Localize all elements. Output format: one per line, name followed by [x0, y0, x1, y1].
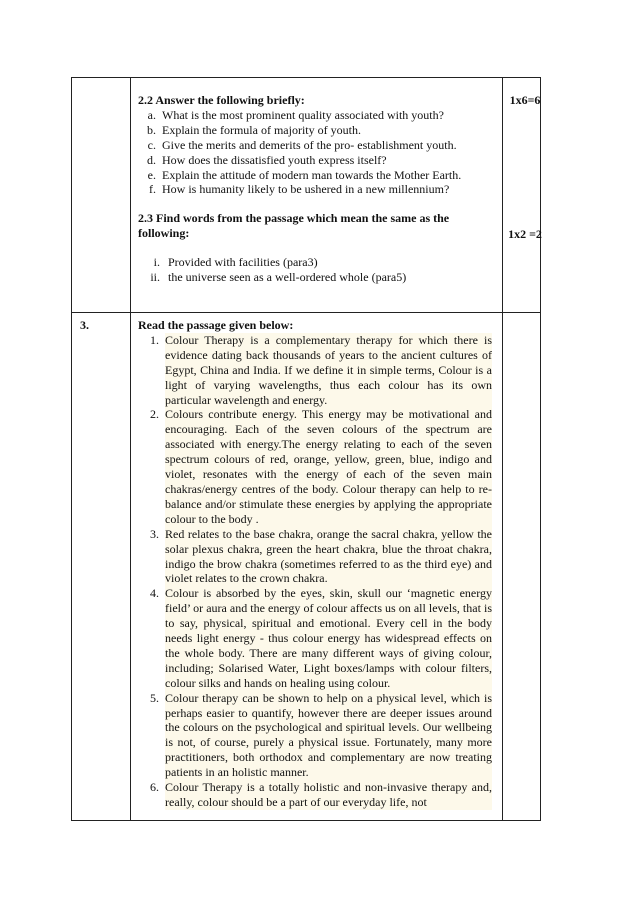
q22-item-label: a.: [147, 107, 156, 122]
paragraph-number: 4.: [150, 586, 159, 601]
q22-item: [138, 182, 498, 197]
q22-item-text: What is the most prominent quality associated with youth?: [162, 107, 444, 122]
q22-item-text: Give the merits and demerits of the pro- establishment youth.: [162, 137, 457, 152]
q23-item-text: the universe seen as a well-ordered whole (para5): [168, 270, 407, 285]
passage-heading: Read the passage given below:: [138, 318, 294, 332]
q22-item-text: How does the dissatisfied youth express itself?: [162, 152, 387, 167]
passage-paragraph: [138, 586, 500, 690]
paragraph-number: 6.: [150, 780, 159, 795]
q22-list: [138, 108, 498, 197]
q23-item: [138, 270, 498, 285]
passage-paragraph: [138, 780, 500, 810]
q22-item-label: e.: [147, 167, 156, 182]
q22-item: [138, 153, 498, 168]
q22-marks: 1x6=6: [509, 93, 541, 107]
q23-item-label: ii.: [150, 270, 160, 285]
passage: [138, 333, 500, 810]
q22-item: [138, 123, 498, 138]
section-2-content: [138, 93, 498, 285]
passage-paragraph: [138, 527, 500, 587]
q23-marks: 1x2 =2: [508, 227, 542, 241]
section-3-number: 3.: [80, 318, 89, 332]
paragraph-number: 3.: [150, 526, 159, 541]
paragraph-number: 5.: [150, 690, 159, 705]
column-divider-left: [130, 78, 131, 820]
q22-item-label: d.: [147, 152, 156, 167]
column-divider-right: [502, 78, 503, 820]
q23-item-label: i.: [153, 255, 160, 270]
q22-heading: 2.2 Answer the following briefly:: [138, 93, 305, 107]
q23-item: [138, 255, 498, 270]
q22-item-label: c.: [147, 137, 156, 152]
paragraph-text: Colour Therapy is a complementary therapy for which there is evidence dating back thousands of years to the ancient cultures of Egypt, China and India. If we define it in simple terms, Colour is a light of varying wavelengths, thus each colour has its own particular wavelength and energy.: [165, 332, 492, 407]
question-table: [71, 77, 541, 821]
q23-item-text: Provided with facilities (para3): [168, 255, 318, 270]
paragraph-text: Red relates to the base chakra, orange the sacral chakra, yellow the solar plexus chakra, green the heart chakra, blue the throat chakra, indigo the brow chakra (sometimes referred to as the third eye) and violet relates to the crown chakra.: [165, 526, 492, 586]
passage-paragraph: [138, 407, 500, 526]
q22-item: [138, 108, 498, 123]
q22-item-text: Explain the attitude of modern man towards the Mother Earth.: [162, 167, 462, 182]
passage-paragraph: [138, 333, 500, 408]
q22-item-label: b.: [147, 122, 156, 137]
paragraph-text: Colour therapy can be shown to help on a physical level, which is perhaps easier to quantify, however there are deeper issues around the colours on the psychological and spiritual levels. Our wellbeing is not, of course, purely a physical issue. Fortunately, many more practitioners, both orthodox and complementary are now treating patients in an holistic manner.: [165, 690, 492, 780]
q23-list: [138, 255, 498, 285]
q22-item-label: f.: [149, 182, 156, 197]
q22-item: [138, 168, 498, 183]
paragraph-number: 1.: [150, 332, 159, 347]
q22-item-text: Explain the formula of majority of youth.: [162, 122, 361, 137]
paragraph-text: Colour is absorbed by the eyes, skin, skull our ‘magnetic energy field’ or aura and the energy of colour affects us on all levels, that is to say, physical, spiritual and emotional. Every cell in the body needs light energy - thus colour energy has widespread effects on the whole body. There are many different ways of giving colour, including; Solarised Water, Light boxes/lamps with colour filters, colour silks and hands on healing using colour.: [165, 586, 492, 690]
q22-item-text: How is humanity likely to be ushered in a new millennium?: [162, 182, 450, 197]
paragraph-text: Colour Therapy is a totally holistic and non-invasive therapy and, really, colour should be a part of our everyday life, not: [165, 780, 492, 809]
row-divider: [72, 312, 540, 313]
paragraph-text: Colours contribute energy. This energy may be motivational and encouraging. Each of the seven colours of the spectrum are associated with energy.The energy relating to each of the seven spectrum colours of red, orange, yellow, green, blue, indigo and violet, resonates with the energy of each of the seven main chakras/energy centres of the body. Colour therapy can help to re-balance and/or stimulate these energies by applying the appropriate colour to the body .: [165, 407, 492, 526]
q23-heading-line2: following:: [138, 226, 190, 241]
q22-item: [138, 138, 498, 153]
q23-heading-line1: 2.3 Find words from the passage which mean the same as the: [138, 211, 450, 226]
passage-paragraph: [138, 691, 500, 780]
paragraph-number: 2.: [150, 407, 159, 422]
section-3-content: [138, 318, 500, 810]
